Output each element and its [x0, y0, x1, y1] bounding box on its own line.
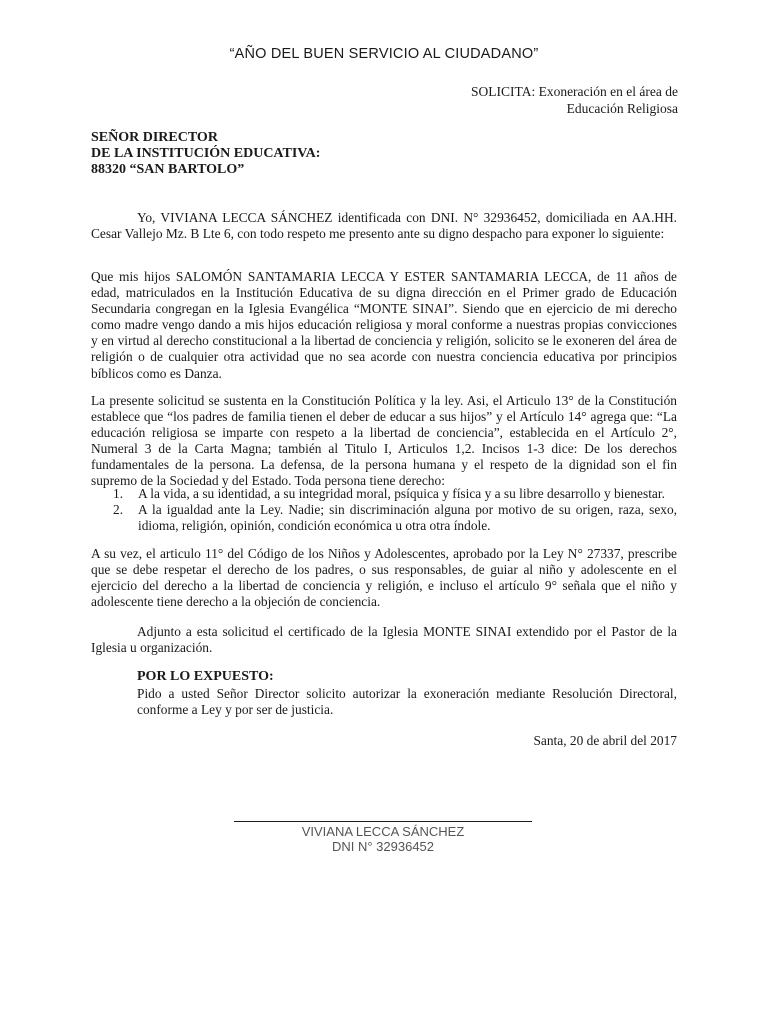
addressee-line-2: DE LA INSTITUCIÓN EDUCATIVA: — [91, 146, 321, 161]
legal-basis-paragraph: La presente solicitud se sustenta en la Constitución Política y la ley. Asi, el Articulo 13° de la Constitución establece que “los padres de familia tienen el deber de educar a sus hijos” y el Artículo 14° agrega que: “La educación religiosa se imparte con respeto a la libertad de conciencia”, establecida en el Artículo 2°, Numeral 3 de la Carta Magna; también al Titulo I, Articulos 1,2. Incisos 1-3 dice: De los derechos fundamentales de la persona. La defensa, de la persona humana y el respeto de la dignidad son el fin supremo de la Sociedad y del Estado. Toda persona tiene derecho: — [91, 393, 677, 489]
attachment-paragraph: Adjunto a esta solicitud el certificado de la Iglesia MONTE SINAI extendido por el Pastor de la Iglesia u organización. — [91, 624, 677, 656]
rights-list — [91, 486, 677, 534]
intro-paragraph: Yo, VIVIANA LECCA SÁNCHEZ identificada con DNI. N° 32936452, domiciliada en AA.HH. Cesar Vallejo Mz. B Lte 6, con todo respeto me presento ante su digno despacho para exponer lo siguiente: — [91, 210, 677, 242]
list-item-number: 2. — [113, 502, 124, 518]
addressee-line-1: SEÑOR DIRECTOR — [91, 130, 218, 145]
signer-dni: DNI N° 32936452 — [331, 839, 435, 854]
list-item-text: A la vida, a su identidad, a su integridad moral, psíquica y física y a su libre desarrollo y bienestar. — [138, 486, 665, 501]
year-motto: “AÑO DEL BUEN SERVICIO AL CIUDADANO” — [229, 46, 539, 62]
signer-name: VIVIANA LECCA SÁNCHEZ — [301, 824, 465, 839]
signature-line — [234, 821, 532, 822]
request-subject-line-1: SOLICITA: Exoneración en el área de — [471, 84, 678, 99]
conclusion-paragraph: Pido a usted Señor Director solicito autorizar la exoneración mediante Resolución Directoral, conforme a Ley y por ser de justicia. — [137, 686, 677, 718]
children-paragraph: Que mis hijos SALOMÓN SANTAMARIA LECCA Y ESTER SANTAMARIA LECCA, de 11 años de edad, matriculados en la Institución Educativa de su digna dirección en el Primer grado de Educación Secundaria congregan en la Iglesia Evangélica “MONTE SINAI”. Siendo que en ejercicio de mi derecho como madre vengo dando a mis hijos educación religiosa y moral conforme a nuestras propias convicciones y en virtud al derecho constitucional a la libertad de conciencia y religión, solicito se le exoneren del área de religión o de cualquier otra actividad que no sea acorde con nuestra conciencia educativa por principios bíblicos como es Danza. — [91, 269, 677, 381]
list-item — [91, 486, 677, 502]
request-subject — [378, 83, 678, 117]
request-subject-line-2: Educación Religiosa — [566, 101, 678, 116]
addressee-line-3: 88320 “SAN BARTOLO” — [91, 162, 245, 177]
list-item-number: 1. — [113, 486, 124, 501]
place-date: Santa, 20 de abril del 2017 — [533, 733, 677, 748]
conclusion-heading: POR LO EXPUESTO: — [137, 669, 274, 684]
addressee-block — [91, 130, 320, 178]
list-item-text: A la igualdad ante la Ley. Nadie; sin discriminación alguna por motivo de su origen, raza, sexo, idioma, religión, opinión, condición económica u otra otra índole. — [138, 502, 677, 534]
list-item — [91, 502, 677, 534]
children-code-paragraph: A su vez, el articulo 11° del Código de los Niños y Adolescentes, aprobado por la Ley N° 27337, prescribe que se debe respetar el derecho de los padres, o sus responsables, de guiar al niño y adolescente en el ejercicio del derecho a la libertad de conciencia y religión, e incluso el artículo 9° señala que el niño y adolescente tiene derecho a la objeción de conciencia. — [91, 546, 677, 610]
